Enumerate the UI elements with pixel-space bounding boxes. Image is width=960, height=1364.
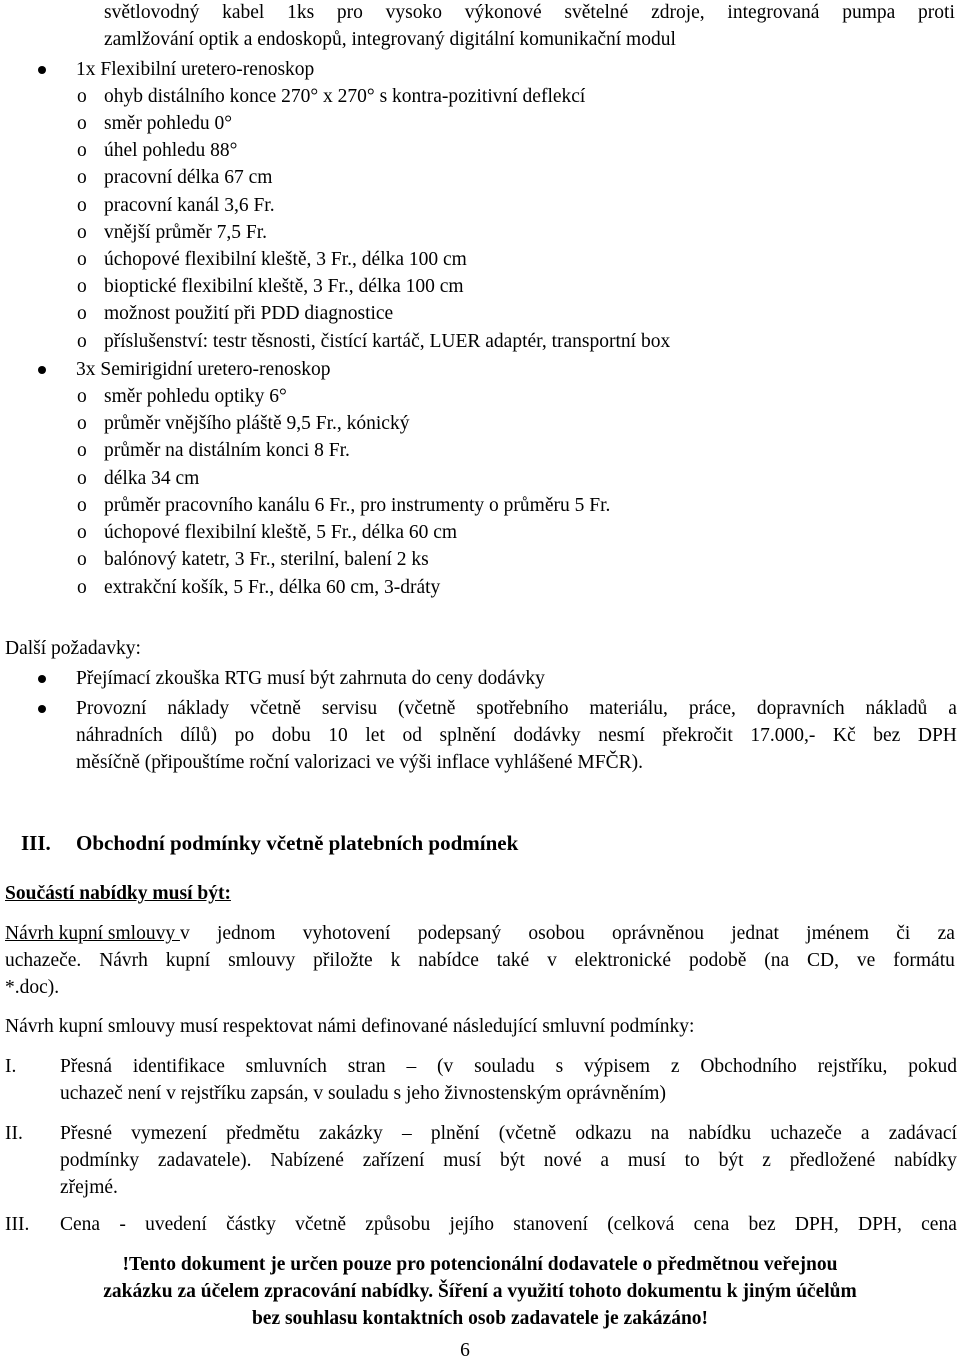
- flex-item: úhel pohledu 88°: [104, 140, 238, 161]
- bullet-dot: [38, 66, 46, 74]
- bullet-dot: [38, 675, 46, 683]
- sub-marker: o: [77, 495, 87, 516]
- semi-title: 3x Semirigidní uretero-renoskop: [76, 359, 331, 380]
- semi-item: průměr pracovního kanálu 6 Fr., pro instrumenty o průměru 5 Fr.: [104, 495, 611, 516]
- flex-item: úchopové flexibilní kleště, 3 Fr., délka 100 cm: [104, 249, 467, 270]
- section-title: Obchodní podmínky včetně platebních podmínek: [76, 831, 519, 855]
- offer-paragraph-line-2: [5, 948, 955, 974]
- condition-2-line-1: [60, 1121, 957, 1147]
- intro-line-1: [104, 0, 955, 26]
- flex-item: směr pohledu 0°: [104, 113, 233, 134]
- further-item-2-text-2: náhradních dílů) po dobu 10 let od splnění dodávky nesmí překročit 17.000,- Kč bez DPH: [76, 725, 957, 746]
- sub-marker: o: [77, 303, 87, 324]
- condition-2-number: II.: [5, 1123, 23, 1144]
- flex-title: 1x Flexibilní uretero-renoskop: [76, 59, 315, 80]
- sub-marker: o: [77, 86, 87, 107]
- condition-2-text-1: Přesné vymezení předmětu zakázky – plnění (včetně odkazu na nabídku uchazeče a zadávací: [60, 1123, 957, 1144]
- condition-3-text-1: Cena - uvedení částky včetně způsobu jejího stanovení (celková cena bez DPH, DPH, cena: [60, 1214, 957, 1235]
- semi-item: úchopové flexibilní kleště, 5 Fr., délka 60 cm: [104, 522, 458, 543]
- flex-item: pracovní délka 67 cm: [104, 167, 273, 188]
- condition-2-line-3: zřejmé.: [60, 1177, 118, 1198]
- semi-item: směr pohledu optiky 6°: [104, 386, 287, 407]
- further-item-2-line-3: měsíčně (připouštíme roční valorizaci ve výši inflace vyhlášené MFČR).: [76, 752, 643, 773]
- flex-item: bioptické flexibilní kleště, 3 Fr., délka 100 cm: [104, 276, 464, 297]
- semi-item: balónový katetr, 3 Fr., sterilní, balení 2 ks: [104, 549, 429, 570]
- offer-paragraph-line-1: [5, 921, 955, 947]
- condition-1-number: I.: [5, 1056, 17, 1077]
- condition-1-text-1: Přesná identifikace smluvních stran – (v souladu s výpisem z Obchodního rejstříku, pokud: [60, 1056, 957, 1077]
- confidentiality-note-line-2: zakázku za účelem zpracování nabídky. Šíření a využití tohoto dokumentu k jiným účelům: [103, 1281, 857, 1302]
- sub-marker: o: [77, 468, 87, 489]
- sub-marker: o: [77, 549, 87, 570]
- semi-item: extrakční košík, 5 Fr., délka 60 cm, 3-dráty: [104, 577, 441, 598]
- condition-2-text-2: podmínky zadavatele). Nabízené zařízení musí být nové a musí to být z předložené nabídky: [60, 1150, 957, 1171]
- sub-marker: o: [77, 249, 87, 270]
- offer-heading: Součástí nabídky musí být:: [5, 883, 231, 904]
- semi-item: průměr na distálním konci 8 Fr.: [104, 440, 350, 461]
- semi-item: průměr vnějšího pláště 9,5 Fr., kónický: [104, 413, 410, 434]
- intro-line-2: zamlžování optik a endoskopů, integrovaný digitální komunikační modul: [104, 29, 676, 50]
- further-item-1: Přejímací zkouška RTG musí být zahrnuta do ceny dodávky: [76, 668, 545, 689]
- further-item-2-line-1: [76, 696, 957, 722]
- flex-item: příslušenství: testr těsnosti, čistící kartáč, LUER adaptér, transportní box: [104, 331, 671, 352]
- sub-marker: o: [77, 413, 87, 434]
- sub-marker: o: [77, 276, 87, 297]
- flex-item: ohyb distálního konce 270° x 270° s kontra-pozitivní deflekcí: [104, 86, 586, 107]
- sub-marker: o: [77, 386, 87, 407]
- confidentiality-note-line-3: bez souhlasu kontaktních osob zadavatele je zakázáno!: [251, 1308, 709, 1329]
- sub-marker: o: [77, 577, 87, 598]
- page-number: 6: [460, 1340, 470, 1361]
- condition-3-line-1: [60, 1212, 957, 1238]
- semi-item: délka 34 cm: [104, 468, 200, 489]
- flex-item: vnější průměr 7,5 Fr.: [104, 222, 268, 243]
- offer-paragraph-2: Návrh kupní smlouvy musí respektovat námi definované následující smluvní podmínky:: [5, 1016, 695, 1037]
- flex-item: možnost použití při PDD diagnostice: [104, 303, 394, 324]
- condition-2-line-2: [60, 1148, 957, 1174]
- intro-text-1: světlovodný kabel 1ks pro vysoko výkonové světelné zdroje, integrovaná pumpa proti: [104, 2, 955, 23]
- offer-paragraph-line-3: *.doc).: [5, 977, 60, 998]
- sub-marker: o: [77, 195, 87, 216]
- sub-marker: o: [77, 167, 87, 188]
- condition-1-line-2: uchazeč není v rejstříku zapsán, v souladu s jeho živnostenským oprávněním): [60, 1083, 666, 1104]
- sub-marker: o: [77, 113, 87, 134]
- confidentiality-note-line-1: !Tento dokument je určen pouze pro potencionální dodavatele o předmětnou veřejnou: [122, 1254, 838, 1275]
- contract-draft-label: Návrh kupní smlouvy: [5, 923, 180, 944]
- sub-marker: o: [77, 331, 87, 352]
- sub-marker: o: [77, 440, 87, 461]
- condition-1-line-1: [60, 1054, 957, 1080]
- further-title: Další požadavky:: [5, 638, 141, 659]
- offer-line-2-text: uchazeče. Návrh kupní smlouvy přiložte k nabídce také v elektronické podobě (na CD, ve formátu: [5, 950, 955, 971]
- offer-line-1-wrap: v jednom vyhotovení podepsaný osobou oprávněnou jednat jménem či za: [179, 923, 955, 944]
- bullet-dot: [38, 705, 46, 713]
- condition-3-number: III.: [5, 1214, 30, 1235]
- sub-marker: o: [77, 140, 87, 161]
- further-item-2-text-1: Provozní náklady včetně servisu (včetně spotřebního materiálu, práce, dopravních nákladů a: [76, 698, 957, 719]
- sub-marker: o: [77, 522, 87, 543]
- sub-marker: o: [77, 222, 87, 243]
- flex-item: pracovní kanál 3,6 Fr.: [104, 195, 275, 216]
- further-item-2-line-2: [76, 723, 957, 749]
- bullet-dot: [38, 366, 46, 374]
- section-number: III.: [21, 831, 51, 855]
